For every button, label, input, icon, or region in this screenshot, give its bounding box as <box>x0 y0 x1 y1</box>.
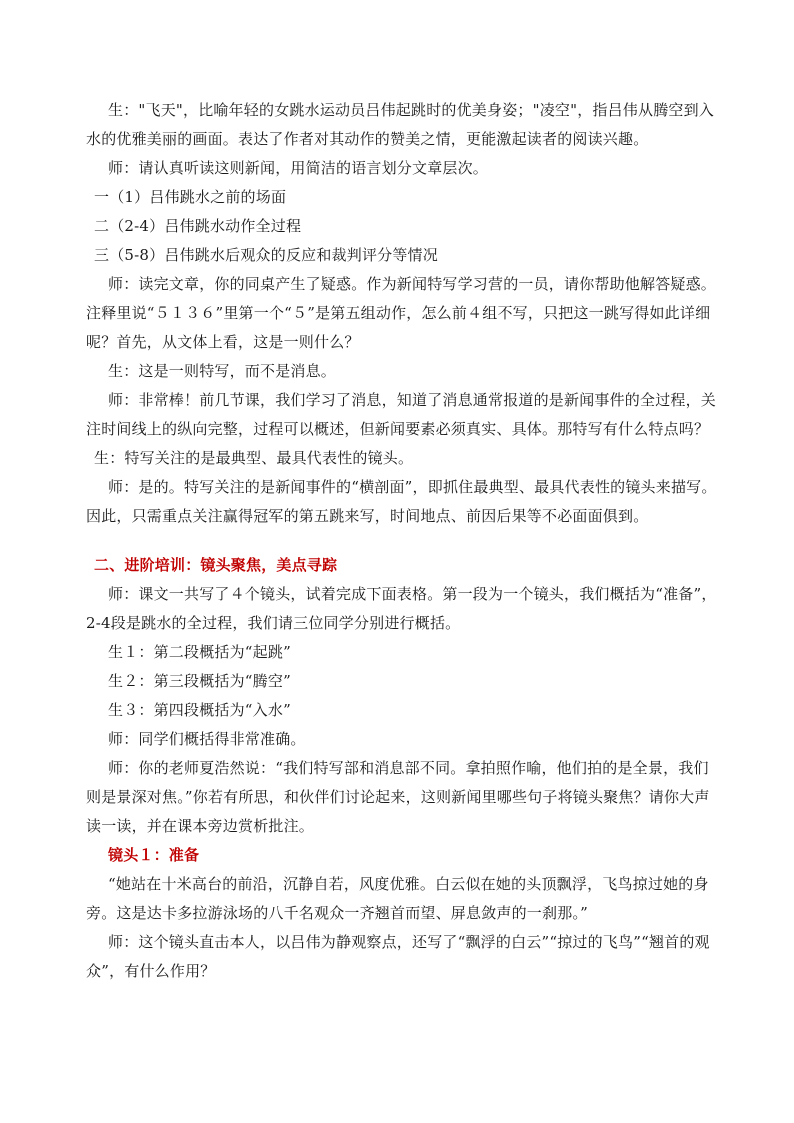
paragraph-teacher-explanation: 师：非常棒！前几节课，我们学习了消息，知道了消息通常报道的是新闻事件的全过程，关注时间线上的纵向完整，过程可以概述，但新闻要素必须真实、具体。那特写有什么特点吗？ <box>86 391 717 438</box>
paragraph-teacher-shot-question: 师：这个镜头直击本人，以吕伟为静观察点，还写了“飘浮的白云”“掠过的飞鸟”“翘首的观众”，有什么作用？ <box>86 933 710 980</box>
paragraph-shot-1-quote: “她站在十米高台的前沿，沉静自若，风度优雅。白云似在她的头顶飘浮，飞鸟掠过她的身旁。这是达卡多拉游泳场的八千名观众一齐翘首而望、屏息敛声的一刹那。” <box>86 875 709 922</box>
outline-item-2: 二（2-4）吕伟跳水动作全过程 <box>94 217 302 235</box>
paragraph-teacher-table-task: 师：课文一共写了４个镜头，试着完成下面表格。第一段为一个镜头，我们概括为“准备”，2-4段是跳水的全过程，我们请三位同学分别进行概括。 <box>86 585 717 632</box>
outline-item-3: 三（5-8）吕伟跳水后观众的反应和裁判评分等情况 <box>94 246 438 264</box>
paragraph-student-answer-title: 生："飞天"，比喻年轻的女跳水运动员吕伟起跳时的优美身姿；"凌空"，指吕伟从腾空到入水的优雅美丽的画面。表达了作者对其动作的赞美之情，更能激起读者的阅读兴趣。 <box>86 101 715 148</box>
paragraph-student-2: 生２：第三段概括为“腾空” <box>108 672 291 690</box>
paragraph-teacher-praise: 师：同学们概括得非常准确。 <box>108 730 306 748</box>
paragraph-teacher-instruction: 师：请认真听读这则新闻，用简洁的语言划分文章层次。 <box>108 159 489 177</box>
paragraph-teacher-summary: 师：是的。特写关注的是新闻事件的“横剖面”，即抓住最典型、最具代表性的镜头来描写。因此，只需重点关注赢得冠军的第五跳来写，时间地点、前因后果等不必面面俱到。 <box>86 478 717 525</box>
outline-item-1: 一（1）吕伟跳水之前的场面 <box>94 188 287 206</box>
shot-1-label: 镜头１：准备 <box>108 846 200 864</box>
paragraph-student-answer-feature: 生：特写关注的是最典型、最具代表性的镜头。 <box>94 449 414 467</box>
section-heading: 二、进阶培训：镜头聚焦，美点寻踪 <box>94 556 338 574</box>
paragraph-student-1: 生１：第二段概括为“起跳” <box>108 643 291 661</box>
paragraph-student-3: 生３：第四段概括为“入水” <box>108 701 291 719</box>
paragraph-student-answer-genre: 生：这是一则特写，而不是消息。 <box>108 362 337 380</box>
paragraph-teacher-question: 师：读完文章，你的同桌产生了疑惑。作为新闻特写学习营的一员，请你帮助他解答疑惑。注释里说“５１３６”里第一个“５”是第五组动作，怎么前４组不写，只把这一跳写得如此详细呢？首先，从文体上看，这是一则什么？ <box>86 275 717 351</box>
paragraph-teacher-quote: 师：你的老师夏浩然说：“我们特写部和消息部不同。拿拍照作喻，他们拍的是全景，我们则是景深对焦。”你若有所思，和伙伴们讨论起来，这则新闻里哪些句子将镜头聚焦？请你大声读一读，并在课本旁边赏析批注。 <box>86 759 710 835</box>
